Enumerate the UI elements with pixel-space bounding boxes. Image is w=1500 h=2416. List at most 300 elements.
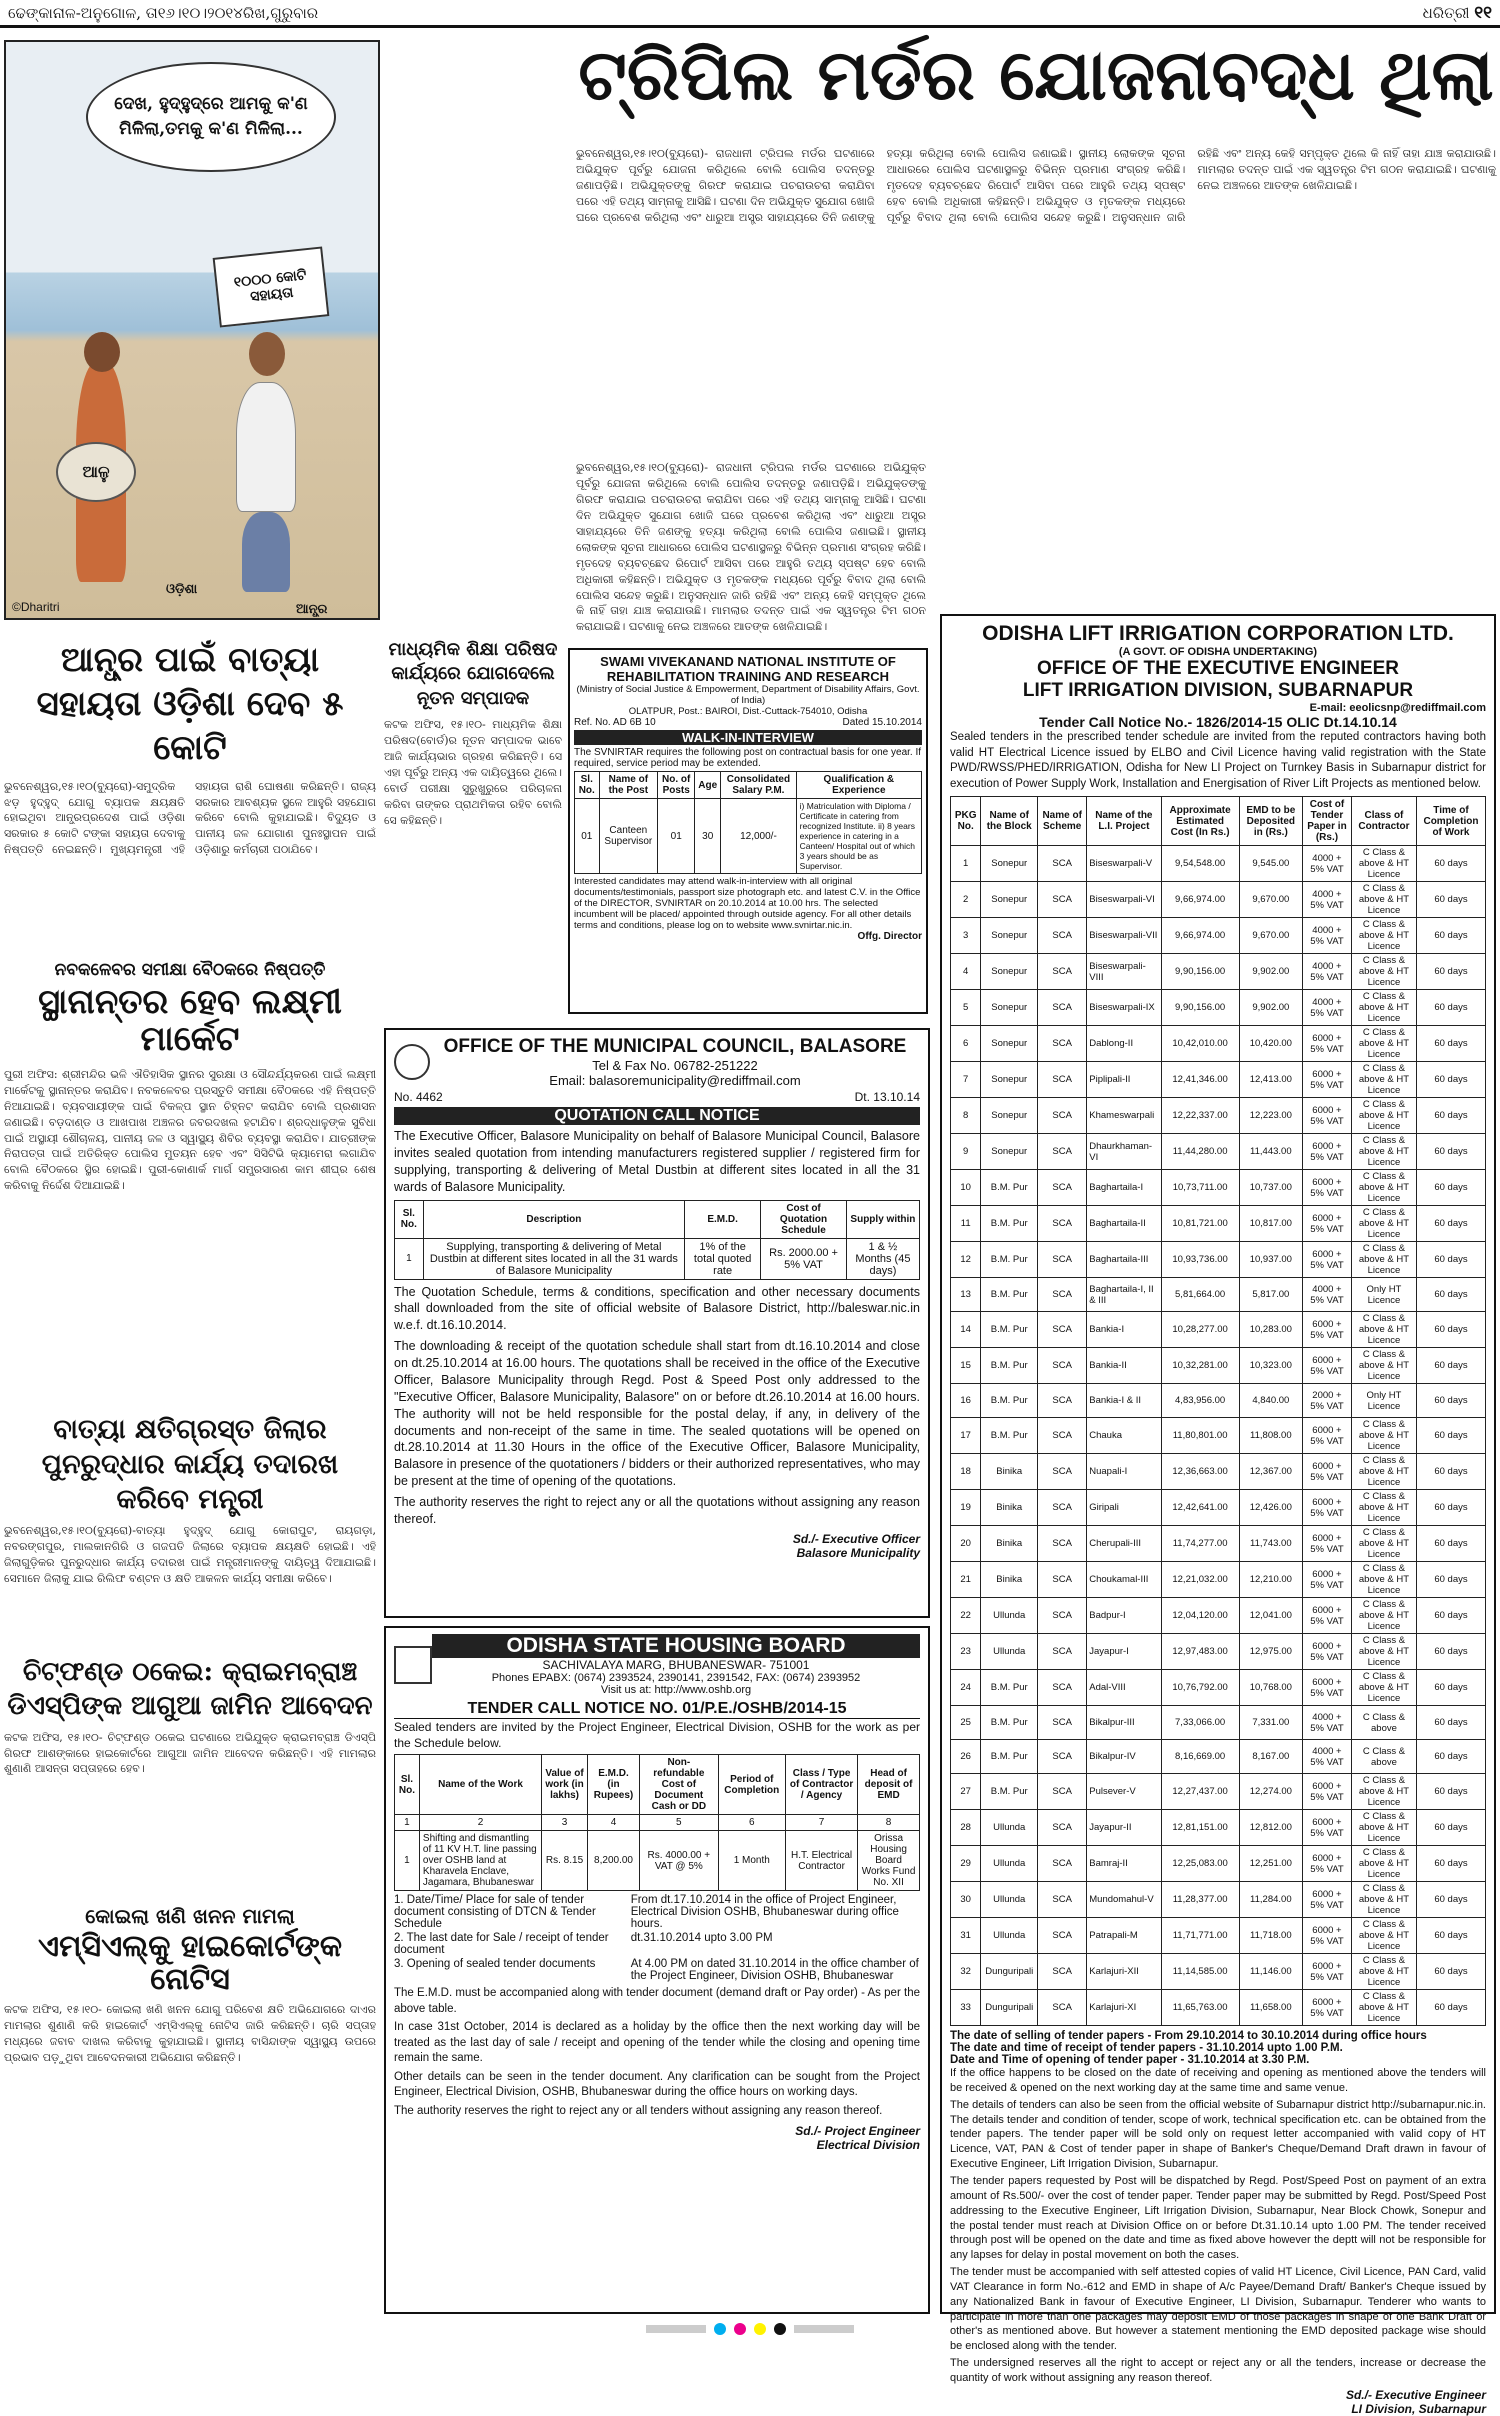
olic-cell: 9,670.00: [1239, 882, 1302, 918]
olic-cell: 9,902.00: [1239, 954, 1302, 990]
table-row: [951, 1634, 1486, 1670]
table-row: [951, 1348, 1486, 1384]
olic-cell: 7,331.00: [1239, 1706, 1302, 1740]
oshb-sign2: Electrical Division: [816, 2137, 920, 2152]
olic-cell: 10,73,711.00: [1161, 1170, 1239, 1206]
olic-cell: 10: [951, 1170, 981, 1206]
olic-cell: 9,902.00: [1239, 990, 1302, 1026]
olic-cell: 12,22,337.00: [1161, 1098, 1239, 1134]
olic-cell: 11,718.00: [1239, 1918, 1302, 1954]
table-row: [951, 918, 1486, 954]
olic-cell: 12,413.00: [1239, 1062, 1302, 1098]
olic-cell: 11,658.00: [1239, 1990, 1302, 2026]
olic-cell: 60 days: [1416, 918, 1485, 954]
olic-cell: 8: [951, 1098, 981, 1134]
olic-cell: Nuapali-I: [1087, 1454, 1161, 1490]
story-andhra-title: ଆନ୍ଧ୍ର ପାଇଁ ବାତ୍ୟା ସହାୟତା ଓଡ଼ିଶା ଦେବ ୫ କୋଟି: [36, 640, 344, 769]
story-coal: [4, 1904, 376, 2312]
olic-cell: 12,41,346.00: [1161, 1062, 1239, 1098]
oshb-phones: Phones EPABX: (0674) 2393524, 2390141, 2391542, FAX: (0674) 2393952: [491, 1672, 861, 1684]
olic-cell: 6000 + 5% VAT: [1302, 1490, 1351, 1526]
olic-cell: SCA: [1038, 1706, 1087, 1740]
svnirtar-ref: Ref. No. AD 6B 10: [574, 717, 656, 728]
table-row: [951, 1490, 1486, 1526]
olic-cell: 14: [951, 1312, 981, 1348]
oshb-p2: In case 31st October, 2014 is declared as a holiday by the office then the next working day will be treated as the last day of sale / receipt and opening of the tender while the closing and opening time remain the same.: [394, 2021, 920, 2065]
balasore-date: Dt. 13.10.14: [854, 1090, 920, 1104]
olic-cell: 12,97,483.00: [1161, 1634, 1239, 1670]
olic-cell: Dunguripali: [981, 1954, 1038, 1990]
olic-cell: 4000 + 5% VAT: [1302, 1740, 1351, 1774]
oshb-advertisement: [384, 1626, 930, 2314]
olic-cell: 23: [951, 1634, 981, 1670]
olic-cell: B.M. Pur: [981, 1242, 1038, 1278]
olic-cell: 60 days: [1416, 1918, 1485, 1954]
story-lakshmi-kicker: ନବକଳେବର ସମୀକ୍ଷା ବୈଠକରେ ନିଷ୍ପତ୍ତି: [54, 960, 326, 980]
olic-cell: 60 days: [1416, 954, 1485, 990]
story-coal-kicker: କୋଇଲା ଖଣି ଖନନ ମାମଲା: [85, 1904, 295, 1928]
olic-cell: SCA: [1038, 1098, 1087, 1134]
balasore-p3: The authority reserves the right to reject any or all the quotations without assigning any reason thereof.: [394, 1495, 920, 1526]
dateline: ଢେଙ୍କାନାଳ-ଅନୁଗୋଳ, ତା୧୬।୧୦।୨୦୧୪ରିଖ,ଗୁରୁବାର: [8, 3, 319, 22]
olic-cell: 11,743.00: [1239, 1526, 1302, 1562]
olic-cell: Baghartaila-I: [1087, 1170, 1161, 1206]
gray-bar: [646, 2325, 706, 2333]
table-row: [951, 1206, 1486, 1242]
olic-cell: Ullunda: [981, 1810, 1038, 1846]
olic-cell: 12,27,437.00: [1161, 1774, 1239, 1810]
oshb-p1: The E.M.D. must be accompanied along with tender document (demand draft or Pay order) - As per the above table.: [394, 1987, 920, 2015]
olic-cell: SCA: [1038, 1454, 1087, 1490]
balasore-title: OFFICE OF THE MUNICIPAL COUNCIL, BALASORE: [443, 1036, 907, 1057]
magenta-dot: [734, 2323, 746, 2335]
balasore-intro: The Executive Officer, Balasore Municipality on behalf of Balasore Municipal Council, Balasore invites sealed quotation from intending manufacturers registered supplier / registered firm for supplying, transporting & delivering of Metal Dustbin at different sites located in all the 31 wards of Balasore Municipality.: [394, 1129, 920, 1194]
olic-cell: SCA: [1038, 990, 1087, 1026]
olic-cell: 10,817.00: [1239, 1206, 1302, 1242]
olic-cell: Baghartaila-III: [1087, 1242, 1161, 1278]
olic-cell: 7,33,066.00: [1161, 1706, 1239, 1740]
man-head: [249, 332, 285, 376]
olic-cell: 6000 + 5% VAT: [1302, 1418, 1351, 1454]
olic-cell: C Class & above & HT Licence: [1351, 1810, 1416, 1846]
olic-cell: 60 days: [1416, 1954, 1485, 1990]
olic-cell: 10,42,010.00: [1161, 1026, 1239, 1062]
olic-cell: 12,210.00: [1239, 1562, 1302, 1598]
olic-cell: SCA: [1038, 954, 1087, 990]
olic-cell: Bankia-II: [1087, 1348, 1161, 1384]
olic-cell: 60 days: [1416, 990, 1485, 1026]
olic-cell: 11,65,763.00: [1161, 1990, 1239, 2026]
olic-cell: 6000 + 5% VAT: [1302, 1454, 1351, 1490]
olic-cell: Karlajuri-XI: [1087, 1990, 1161, 2026]
story-lakshmi-market: [4, 960, 376, 1400]
olic-cell: 10,937.00: [1239, 1242, 1302, 1278]
olic-cell: 9: [951, 1134, 981, 1170]
olic-cell: 10,93,736.00: [1161, 1242, 1239, 1278]
olic-column-header: Name of Scheme: [1038, 797, 1087, 846]
olic-column-header: Approximate Estimated Cost (In Rs.): [1161, 797, 1239, 846]
olic-cell: 6000 + 5% VAT: [1302, 1846, 1351, 1882]
oshb-address: SACHIVALAYA MARG, BHUBANESWAR- 751001: [542, 1658, 810, 1672]
olic-cell: 12,367.00: [1239, 1454, 1302, 1490]
olic-cell: SCA: [1038, 882, 1087, 918]
yellow-dot: [754, 2323, 766, 2335]
svnirtar-intro: The SVNIRTAR requires the following post on contractual basis for one year. If required, service period may be extended.: [574, 747, 922, 769]
olic-cell: 9,66,974.00: [1161, 882, 1239, 918]
olic-cell: C Class & above & HT Licence: [1351, 846, 1416, 882]
olic-cell: 12,251.00: [1239, 1846, 1302, 1882]
olic-cell: 60 days: [1416, 1170, 1485, 1206]
olic-cell: C Class & above & HT Licence: [1351, 1634, 1416, 1670]
olic-cell: 10,283.00: [1239, 1312, 1302, 1348]
balasore-table: Sl. No. Description E.M.D. Cost of Quotation Schedule Supply within 1 Supplying, transporting & delivering of Metal Dustbin at different sites located in all the 31 wards of Balasore Municipality 1% of the total quoted rate Rs. 2000.00 + 5% VAT 1 & ½ Months (45 days): [394, 1200, 920, 1280]
olic-cell: Sonepur: [981, 990, 1038, 1026]
olic-cell: B.M. Pur: [981, 1418, 1038, 1454]
olic-cell: Bikalpur-IV: [1087, 1740, 1161, 1774]
olic-cell: 9,90,156.00: [1161, 990, 1239, 1026]
olic-cell: 10,768.00: [1239, 1670, 1302, 1706]
table-row: [951, 1312, 1486, 1348]
olic-cell: 6000 + 5% VAT: [1302, 1774, 1351, 1810]
balasore-no: No. 4462: [394, 1090, 443, 1104]
olic-cell: 9,66,974.00: [1161, 918, 1239, 954]
olic-cell: 60 days: [1416, 1526, 1485, 1562]
olic-cell: Ullunda: [981, 1846, 1038, 1882]
table-row: [951, 1562, 1486, 1598]
story-coal-body: କଟକ ଅଫିସ, ୧୫।୧୦- କୋଇଲା ଖଣି ଖନନ ଯୋଗୁ ପରିବେଶ କ୍ଷତି ଅଭିଯୋଗରେ ଦାଏର ମାମଲାର ଶୁଣାଣି କରି ହାଇକୋର୍ଟ ଏମ୍‌ସିଏଲ୍‌କୁ ନୋଟିସ ଜାରି କରିଛନ୍ତି। ଚାରି ସପ୍ତାହ ମଧ୍ୟରେ ଜବାବ ଦାଖଲ କରିବାକୁ କୁହାଯାଇଛି। ସ୍ଥାନୀୟ ବାସିନ୍ଦାଙ୍କ ସ୍ୱାସ୍ଥ୍ୟ ଉପରେ ପ୍ରଭାବ ପଡ଼ୁଥିବା ଆବେଦନକାରୀ ଅଭିଯୋଗ କରିଛନ୍ତି।: [4, 2003, 376, 2064]
olic-cell: 28: [951, 1810, 981, 1846]
olic-cell: 8,16,669.00: [1161, 1740, 1239, 1774]
olic-cell: 33: [951, 1990, 981, 2026]
olic-cell: 60 days: [1416, 1706, 1485, 1740]
olic-cell: 11,808.00: [1239, 1418, 1302, 1454]
olic-cell: Dunguripali: [981, 1990, 1038, 2026]
story-andhra-body: ଭୁବନେଶ୍ୱର,୧୫।୧୦(ବ୍ୟୁରୋ)-ସମୁଦ୍ରିକ ଝଡ଼ ହୁଦ୍‌ହୁଦ୍ ଯୋଗୁ ବ୍ୟାପକ କ୍ଷୟକ୍ଷତି ହୋଇଥିବା ଆନ୍ଧ୍ରପ୍ରଦେଶ ପାଇଁ ଓଡ଼ିଶା ସରକାର ୫ କୋଟି ଟଙ୍କା ସହାୟତା ଦେବାକୁ ନିଷ୍ପତ୍ତି ନେଇଛନ୍ତି। ମୁଖ୍ୟମନ୍ତ୍ରୀ ଏହି ସହାୟତା ରାଶି ଘୋଷଣା କରିଛନ୍ତି। ରାଜ୍ୟ ସରକାର ଆବଶ୍ୟକ ସ୍ଥଳେ ଆହୁରି ସହଯୋଗ କରିବେ ବୋଲି କୁହାଯାଇଛି। ବିଦ୍ୟୁତ ଓ ପାନୀୟ ଜଳ ଯୋଗାଣ ପୁନଃସ୍ଥାପନ ପାଇଁ ଓଡ଼ିଶାରୁ କର୍ମଚାରୀ ପଠାଯିବେ।: [4, 779, 376, 857]
olic-cell: 12: [951, 1242, 981, 1278]
olic-cell: Giripali: [1087, 1490, 1161, 1526]
olic-cell: 24: [951, 1670, 981, 1706]
olic-cell: 6: [951, 1026, 981, 1062]
olic-cell: 6000 + 5% VAT: [1302, 1882, 1351, 1918]
olic-cell: 20: [951, 1526, 981, 1562]
olic-cell: C Class & above & HT Licence: [1351, 1098, 1416, 1134]
olic-cell: 32: [951, 1954, 981, 1990]
olic-cell: 60 days: [1416, 1774, 1485, 1810]
olic-cell: 60 days: [1416, 846, 1485, 882]
svnirtar-ministry: (Ministry of Social Justice & Empowerment, Department of Disability Affairs, Govt. of India): [576, 684, 920, 706]
olic-cell: 9,54,548.00: [1161, 846, 1239, 882]
olic-cell: 60 days: [1416, 1384, 1485, 1418]
olic-cell: Choukamal-III: [1087, 1562, 1161, 1598]
olic-cell: 12,42,641.00: [1161, 1490, 1239, 1526]
olic-cell: C Class & above & HT Licence: [1351, 1774, 1416, 1810]
olic-cell: SCA: [1038, 1242, 1087, 1278]
olic-cell: SCA: [1038, 1740, 1087, 1774]
olic-cell: SCA: [1038, 1348, 1087, 1384]
svnirtar-table: Sl. No. Name of the Post No. of Posts Age Consolidated Salary P.M. Qualification & Experience 01 Canteen Supervisor 01 30 12,000/- i) Matriculation with Diploma / Certificate in catering from recognized Institute. ii) 8 years experience in catering in a Canteen/ Hospital out of which 3 years should be as Supervisor.: [574, 771, 922, 874]
table-row: [951, 882, 1486, 918]
olic-cell: 26: [951, 1740, 981, 1774]
olic-cell: Ullunda: [981, 1598, 1038, 1634]
olic-cell: C Class & above & HT Licence: [1351, 1170, 1416, 1206]
olic-cell: SCA: [1038, 1846, 1087, 1882]
olic-cell: 6000 + 5% VAT: [1302, 1918, 1351, 1954]
olic-cell: 25: [951, 1706, 981, 1740]
page-header: [0, 0, 1500, 28]
olic-cell: 60 days: [1416, 1062, 1485, 1098]
olic-cell: C Class & above & HT Licence: [1351, 1062, 1416, 1098]
olic-cell: Pulsever-V: [1087, 1774, 1161, 1810]
olic-cell: Binika: [981, 1454, 1038, 1490]
olic-cell: C Class & above & HT Licence: [1351, 1490, 1416, 1526]
olic-cell: 11,71,771.00: [1161, 1918, 1239, 1954]
olic-cell: SCA: [1038, 1634, 1087, 1670]
olic-cell: 18: [951, 1454, 981, 1490]
olic-cell: C Class & above & HT Licence: [1351, 1918, 1416, 1954]
olic-cell: SCA: [1038, 1418, 1087, 1454]
olic-cell: C Class & above & HT Licence: [1351, 1134, 1416, 1170]
olic-cell: Karlajuri-XII: [1087, 1954, 1161, 1990]
olic-cell: 60 days: [1416, 1670, 1485, 1706]
table-row: [951, 1242, 1486, 1278]
olic-sub: (A GOVT. OF ODISHA UNDERTAKING): [1118, 646, 1318, 658]
olic-cell: 12,223.00: [1239, 1098, 1302, 1134]
olic-cell: SCA: [1038, 1134, 1087, 1170]
olic-cell: 60 days: [1416, 1990, 1485, 2026]
olic-cell: 6000 + 5% VAT: [1302, 1990, 1351, 2026]
olic-office1: OFFICE OF THE EXECUTIVE ENGINEER: [1036, 658, 1400, 679]
olic-cell: Mundomahul-V: [1087, 1882, 1161, 1918]
olic-cell: 21: [951, 1562, 981, 1598]
table-row: [951, 1278, 1486, 1312]
olic-sign1: Sd./- Executive Engineer: [1345, 2387, 1486, 2402]
olic-cell: SCA: [1038, 1206, 1087, 1242]
olic-cell: 6000 + 5% VAT: [1302, 1026, 1351, 1062]
olic-cell: Ullunda: [981, 1918, 1038, 1954]
olic-cell: Biseswarpali-IX: [1087, 990, 1161, 1026]
olic-cell: SCA: [1038, 846, 1087, 882]
olic-cell: SCA: [1038, 1774, 1087, 1810]
balasore-sign2: Balasore Municipality: [796, 1545, 920, 1560]
svnirtar-refline: [574, 717, 922, 728]
olic-cell: Khameswarpali: [1087, 1098, 1161, 1134]
balasore-band: QUOTATION CALL NOTICE: [394, 1107, 920, 1125]
olic-cell: 6000 + 5% VAT: [1302, 1348, 1351, 1384]
story-chitfund-title: ଚିଟ୍‌ଫଣ୍ଡ ଠକେଇ: କ୍ରାଇମବ୍ରାଞ୍ଚ ଡିଏସ୍‌ପିଙ୍କ ଆଗୁଆ ଜାମିନ ଆବେଦନ: [7, 1657, 373, 1721]
olic-cell: 15: [951, 1348, 981, 1384]
page-number: ୧୧: [1474, 2, 1492, 23]
olic-cell: C Class & above & HT Licence: [1351, 1206, 1416, 1242]
olic-cell: Dhaurkhaman-VI: [1087, 1134, 1161, 1170]
olic-cell: 1: [951, 846, 981, 882]
olic-cell: 60 days: [1416, 1278, 1485, 1312]
cartoon-copyright: ©Dharitri: [12, 600, 60, 614]
olic-cell: 12,36,663.00: [1161, 1454, 1239, 1490]
oshb-sign1: Sd./- Project Engineer: [795, 2123, 920, 2138]
olic-cell: 10,323.00: [1239, 1348, 1302, 1384]
oshb-table: Sl. No. Name of the Work Value of work (in lakhs) E.M.D. (in Rupees) Non-refundable Cost of Document Cash or DD Period of Completion Class / Type of Contractor / Agency Head of deposit of EMD 1 2 3 4 5 6 7 8 1 Shifting and dismantling of 11 KV H.T. line passing over OSHB land at Kharavela Enclave, Jagamara, Bhubaneswar Rs. 8.15 8,200.00 Rs. 4000.00 + VAT @ 5% 1 Month H.T. Electrical Contractor Orissa Housing Board Works Fund No. XII: [394, 1754, 920, 1891]
olic-cell: 22: [951, 1598, 981, 1634]
olic-cell: SCA: [1038, 1312, 1087, 1348]
olic-cell: SCA: [1038, 1954, 1087, 1990]
olic-cell: 4000 + 5% VAT: [1302, 1706, 1351, 1740]
label-odisha: ଓଡ଼ିଶା: [166, 582, 198, 597]
olic-cell: 6000 + 5% VAT: [1302, 1312, 1351, 1348]
table-row: [951, 1026, 1486, 1062]
olic-cell: SCA: [1038, 1598, 1087, 1634]
olic-cell: C Class & above & HT Licence: [1351, 1026, 1416, 1062]
olic-cell: 6000 + 5% VAT: [1302, 1170, 1351, 1206]
table-row: [951, 1740, 1486, 1774]
olic-cell: 6000 + 5% VAT: [1302, 1062, 1351, 1098]
olic-cell: 11: [951, 1206, 981, 1242]
main-story-headline-box: [576, 33, 1496, 140]
olic-cell: 6000 + 5% VAT: [1302, 1670, 1351, 1706]
olic-cell: Sonepur: [981, 1062, 1038, 1098]
oshb-schedule: [394, 1894, 920, 1982]
schedule-item: 2. The last date for Sale / receipt of tender document dt.31.10.2014 upto 3.00 PM: [394, 1932, 773, 1957]
story-andhra: [4, 638, 376, 956]
olic-cell: 9,670.00: [1239, 918, 1302, 954]
olic-cell: 12,81,151.00: [1161, 1810, 1239, 1846]
olic-cell: 4,840.00: [1239, 1384, 1302, 1418]
olic-cell: 60 days: [1416, 1490, 1485, 1526]
olic-f4: If the office happens to be closed on the date of receiving and opening as mentioned above the tenders will be received & opened on the next working day at the same time and same venue.: [950, 2067, 1486, 2094]
table-row: [951, 1134, 1486, 1170]
olic-cell: Bikalpur-III: [1087, 1706, 1161, 1740]
table-row: [951, 1384, 1486, 1418]
olic-cell: B.M. Pur: [981, 1706, 1038, 1740]
olic-cell: C Class & above & HT Licence: [1351, 1526, 1416, 1562]
olic-cell: C Class & above & HT Licence: [1351, 1598, 1416, 1634]
story-bse-title: ମାଧ୍ୟମିକ ଶିକ୍ଷା ପରିଷଦ କାର୍ଯ୍ୟରେ ଯୋଗଦେଲେ ନୂତନ ସମ୍ପାଦକ: [388, 639, 558, 709]
olic-cell: 60 days: [1416, 882, 1485, 918]
olic-cell: Sonepur: [981, 1098, 1038, 1134]
oshb-logo-icon: [394, 1646, 432, 1684]
olic-cell: 6000 + 5% VAT: [1302, 1598, 1351, 1634]
olic-cell: Badpur-I: [1087, 1598, 1161, 1634]
olic-cell: 5,81,664.00: [1161, 1278, 1239, 1312]
olic-cell: 9,545.00: [1239, 846, 1302, 882]
story-bse-body: କଟକ ଅଫିସ, ୧୫।୧୦- ମାଧ୍ୟମିକ ଶିକ୍ଷା ପରିଷଦ(ବୋର୍ଡ)ର ନୂତନ ସମ୍ପାଦକ ଭାବେ ଆଜି କାର୍ଯ୍ୟଭାର ଗ୍ରହଣ କରିଛନ୍ତି। ସେ ଏହା ପୂର୍ବରୁ ଅନ୍ୟ ଏକ ଦାୟିତ୍ୱରେ ଥିଲେ। ବୋର୍ଡ ପରୀକ୍ଷା ସୁରୁଖୁରୁରେ ପରିଚାଳନା କରିବା ତାଙ୍କର ପ୍ରାଥମିକତା ରହିବ ବୋଲି ସେ କହିଛନ୍ତି।: [384, 717, 562, 827]
oshb-web: Visit us at: http://www.oshb.org: [600, 1684, 752, 1696]
olic-cell: 60 days: [1416, 1882, 1485, 1918]
olic-cell: 60 days: [1416, 1454, 1485, 1490]
schedule-item: 3. Opening of sealed tender documents At 4.00 PM on dated 31.10.2014 in the office chamber of the Project Engineer, Division OSHB, Bhubaneswar: [394, 1958, 919, 1983]
olic-cell: 6000 + 5% VAT: [1302, 1634, 1351, 1670]
man-legs: [242, 512, 290, 592]
olic-cell: 2000 + 5% VAT: [1302, 1384, 1351, 1418]
olic-cell: C Class & above & HT Licence: [1351, 1562, 1416, 1598]
main-story-body: ଭୁବନେଶ୍ୱର,୧୫।୧୦(ବ୍ୟୁରୋ)- ରାଜଧାନୀ ଟ୍ରିପଲ ମର୍ଡର ଘଟଣାରେ ଅଭିଯୁକ୍ତ ପୂର୍ବରୁ ଯୋଜନା କରିଥିଲେ ବୋଲି ପୋଲିସ ତଦନ୍ତରୁ ଜଣାପଡ଼ିଛି। ଅଭିଯୁକ୍ତଙ୍କୁ ଗିରଫ କରାଯାଇ ପଚରାଉଚରା କରାଯିବା ପରେ ଏହି ତଥ୍ୟ ସାମ୍ନାକୁ ଆସିଛି। ଘଟଣା ଦିନ ଅଭିଯୁକ୍ତ ସୁଯୋଗ ଖୋଜି ଘରେ ପ୍ରବେଶ କରିଥିଲା ଏବଂ ଧାରୁଆ ଅସ୍ତ୍ର ସାହାଯ୍ୟରେ ତିନି ଜଣଙ୍କୁ ହତ୍ୟା କରିଥିଲା ବୋଲି ପୋଲିସ ଜଣାଇଛି। ସ୍ଥାନୀୟ ଲୋକଙ୍କ ସୂଚନା ଆଧାରରେ ପୋଲିସ ଘଟଣାସ୍ଥଳରୁ ବିଭିନ୍ନ ପ୍ରମାଣ ସଂଗ୍ରହ କରିଛି। ମୃତଦେହ ବ୍ୟବଚ୍ଛେଦ ରିପୋର୍ଟ ଆସିବା ପରେ ଆହୁରି ତଥ୍ୟ ସ୍ପଷ୍ଟ ହେବ ବୋଲି ଅଧିକାରୀ କହିଛନ୍ତି। ଅଭିଯୁକ୍ତ ଓ ମୃତକଙ୍କ ମଧ୍ୟରେ ପୂର୍ବରୁ ବିବାଦ ଥିଲା ବୋଲି ପୋଲିସ ସନ୍ଦେହ କରୁଛି। ଅନୁସନ୍ଧାନ ଜାରି ରହିଛି ଏବଂ ଅନ୍ୟ କେହି ସମ୍ପୃକ୍ତ ଥିଲେ କି ନାହିଁ ତାହା ଯାଞ୍ଚ କରାଯାଉଛି। ମାମଲାର ତଦନ୍ତ ପାଇଁ ଏକ ସ୍ୱତନ୍ତ୍ର ଟିମ ଗଠନ କରାଯାଇଛି। ଘଟଣାକୁ ନେଇ ଅଞ୍ଚଳରେ ଆତଙ୍କ ଖେଳିଯାଇଛି।: [576, 147, 1496, 224]
olic-cell: 60 days: [1416, 1634, 1485, 1670]
olic-cell: 9,90,156.00: [1161, 954, 1239, 990]
olic-cell: 10,76,792.00: [1161, 1670, 1239, 1706]
svnirtar-date: Dated 15.10.2014: [842, 717, 922, 728]
olic-cell: C Class & above & HT Licence: [1351, 882, 1416, 918]
gray-bar: [794, 2325, 854, 2333]
table-row: [951, 990, 1486, 1026]
olic-cell: SCA: [1038, 1526, 1087, 1562]
balasore-head: [394, 1036, 920, 1088]
olic-cell: Dablong-II: [1087, 1026, 1161, 1062]
svnirtar-footer: Interested candidates may attend walk-in-interview with all original documents/testimonials, passport size photograph etc. and latest C.V. in the Office of the DIRECTOR, SVNIRTAR on 20.10.2014 at 10.00 hrs. The selected incumbent will be placed/ appointed through outside agency. For all other details terms and conditions, please log on to website www.svnirtar.nic.in.: [574, 876, 921, 931]
olic-cell: 10,28,277.00: [1161, 1312, 1239, 1348]
olic-cell: C Class & above: [1351, 1740, 1416, 1774]
black-dot: [774, 2323, 786, 2335]
table-row: [951, 954, 1486, 990]
olic-cell: Ullunda: [981, 1634, 1038, 1670]
main-story-title: ଟ୍ରିପିଲ ମର୍ଡର ଯୋଜନାବଦ୍ଧ ଥିଲା: [578, 33, 1494, 116]
olic-cell: C Class & above & HT Licence: [1351, 1954, 1416, 1990]
olic-cell: B.M. Pur: [981, 1206, 1038, 1242]
olic-cell: SCA: [1038, 1170, 1087, 1206]
story-minister-title: ବାତ୍ୟା କ୍ଷତିଗ୍ରସ୍ତ ଜିଲାର ପୁନରୁଦ୍ଧାର କାର୍ଯ୍ୟ ତଦାରଖ କରିବେ ମନ୍ତ୍ରୀ: [41, 1414, 339, 1516]
olic-cell: Sonepur: [981, 846, 1038, 882]
story-minister: [4, 1412, 376, 1652]
balasore-refline: [394, 1090, 920, 1104]
olic-intro: Sealed tenders in the prescribed tender schedule are invited from the reputed contractors having both valid HT Electrical Licence issued by ELBO and Civil Licence having valid registration with the State PWD/RWSS/PHED/IRRIGATION, Odisha for New LI Project on Turnkey Basis in Subarnapur district for execution of Power Supply Work, Installation and Energisation of River Lift Projects as mentioned below.: [950, 731, 1486, 790]
olic-cell: 6000 + 5% VAT: [1302, 1242, 1351, 1278]
olic-cell: C Class & above & HT Licence: [1351, 1312, 1416, 1348]
oshb-p4: The authority reserves the right to reject any or all tenders without assigning any reason thereof.: [394, 2104, 883, 2117]
olic-cell: 60 days: [1416, 1562, 1485, 1598]
story-lakshmi-body: ପୁରୀ ଅଫିସ: ଶ୍ରୀମନ୍ଦିର ଭଳି ଐତିହାସିକ ସ୍ଥାନର ସୁରକ୍ଷା ଓ ସୌନ୍ଦର୍ଯ୍ୟକରଣ ପାଇଁ ଲକ୍ଷ୍ମୀ ମାର୍କେଟକୁ ସ୍ଥାନାନ୍ତର କରାଯିବ। ନବକଳେବର ପ୍ରସ୍ତୁତି ସମୀକ୍ଷା ବୈଠକରେ ଏହି ନିଷ୍ପତ୍ତି ନିଆଯାଇଛି। ବ୍ୟବସାୟୀଙ୍କ ପାଇଁ ବିକଳ୍ପ ସ୍ଥାନ ଚିହ୍ନଟ କରାଯିବ ବୋଲି ପ୍ରଶାସନ ଜଣାଇଛି। ବଡ଼ଦାଣ୍ଡ ଓ ଆଖପାଖ ଅଞ୍ଚଳର ଜବରଦଖଲ ହଟାଯିବ। ଶ୍ରଦ୍ଧାଳୁଙ୍କ ସୁବିଧା ପାଇଁ ଅସ୍ଥାୟୀ ଶୌଚାଳୟ, ପାନୀୟ ଜଳ ଓ ସ୍ୱାସ୍ଥ୍ୟ ଶିବିର ବ୍ୟବସ୍ଥା କରାଯିବ। ଯାତ୍ରୀଙ୍କ ନିରାପତ୍ତା ପାଇଁ ଅତିରିକ୍ତ ପୋଲିସ ମୁତୟନ ହେବ ଏବଂ ସିସିଟିଭି କ୍ୟାମେରା ଲଗାଯିବ ବୋଲି ବୈଠକରେ ସ୍ଥିର ହୋଇଛି। ପୁରୀ-କୋଣାର୍କ ମାର୍ଗ ସମ୍ପ୍ରସାରଣ କାମ ଶୀଘ୍ର ଶେଷ କରିବାକୁ ନିର୍ଦ୍ଦେଶ ଦିଆଯାଇଛି।: [4, 1067, 376, 1193]
olic-f8: The undersigned reserves all the right to accept or reject any or all the tenders, increase or decrease the quantity of work without assigning any reason thereof.: [950, 2357, 1486, 2384]
olic-cell: C Class & above & HT Licence: [1351, 1882, 1416, 1918]
olic-cell: 4: [951, 954, 981, 990]
olic-cell: 11,80,801.00: [1161, 1418, 1239, 1454]
olic-cell: SCA: [1038, 1278, 1087, 1312]
olic-cell: 11,443.00: [1239, 1134, 1302, 1170]
olic-cell: 19: [951, 1490, 981, 1526]
olic-cell: 4,83,956.00: [1161, 1384, 1239, 1418]
olic-f5: The details of tenders can also be seen from the official website of Subarnapur district http://subarnapur.nic.in. The details tender and condition of tender, scope of work, technical specification etc. can be obtained from the tender papers. The tender paper will be sold only on request letter accompanied with valid copy of HT Licence, VAT, PAN & Cost of tender paper in shape of Banker's Cheque/Demand Draft drawn in favour of Executive Engineer, Lift Irrigation Division, Subarnapur.: [950, 2098, 1486, 2171]
balasore-tel: Tel & Fax No. 06782-251222: [592, 1058, 758, 1073]
olic-cell: Sonepur: [981, 918, 1038, 954]
olic-column-header: Time of Completion of Work: [1416, 797, 1485, 846]
olic-cell: Bankia-I: [1087, 1312, 1161, 1348]
olic-cell: 12,04,120.00: [1161, 1598, 1239, 1634]
olic-cell: 12,25,083.00: [1161, 1846, 1239, 1882]
registration-strip: [0, 2318, 1500, 2339]
olic-office2: LIFT IRRIGATION DIVISION, SUBARNAPUR: [1022, 680, 1414, 701]
olic-cell: Binika: [981, 1562, 1038, 1598]
potato-sack: ଆଳୁ: [56, 442, 136, 502]
olic-cell: 31: [951, 1918, 981, 1954]
olic-cell: 12,812.00: [1239, 1810, 1302, 1846]
olic-cell: SCA: [1038, 1062, 1087, 1098]
olic-cell: C Class & above & HT Licence: [1351, 918, 1416, 954]
page-number-block: [1423, 3, 1492, 23]
table-row: [951, 1882, 1486, 1918]
olic-cell: 6000 + 5% VAT: [1302, 1526, 1351, 1562]
olic-cell: C Class & above & HT Licence: [1351, 1670, 1416, 1706]
olic-cell: C Class & above: [1351, 1706, 1416, 1740]
olic-cell: B.M. Pur: [981, 1348, 1038, 1384]
schedule-item: 1. Date/Time/ Place for sale of tender document consisting of DTCN & Tender Schedule From dt.17.10.2014 in the office of Project Engineer, Electrical Division OSHB, Bhubaneswar during office hours.: [394, 1894, 899, 1931]
olic-cell: Bankia-I & II: [1087, 1384, 1161, 1418]
olic-cell: C Class & above & HT Licence: [1351, 1418, 1416, 1454]
olic-column-header: EMD to be Deposited in (Rs.): [1239, 797, 1302, 846]
olic-cell: 17: [951, 1418, 981, 1454]
olic-cell: Patrapali-M: [1087, 1918, 1161, 1954]
table-row: [951, 1418, 1486, 1454]
paper-name: ଧରିତ୍ରୀ: [1422, 3, 1470, 22]
olic-cell: 12,274.00: [1239, 1774, 1302, 1810]
olic-cell: SCA: [1038, 1810, 1087, 1846]
olic-cell: Bamraj-II: [1087, 1846, 1161, 1882]
